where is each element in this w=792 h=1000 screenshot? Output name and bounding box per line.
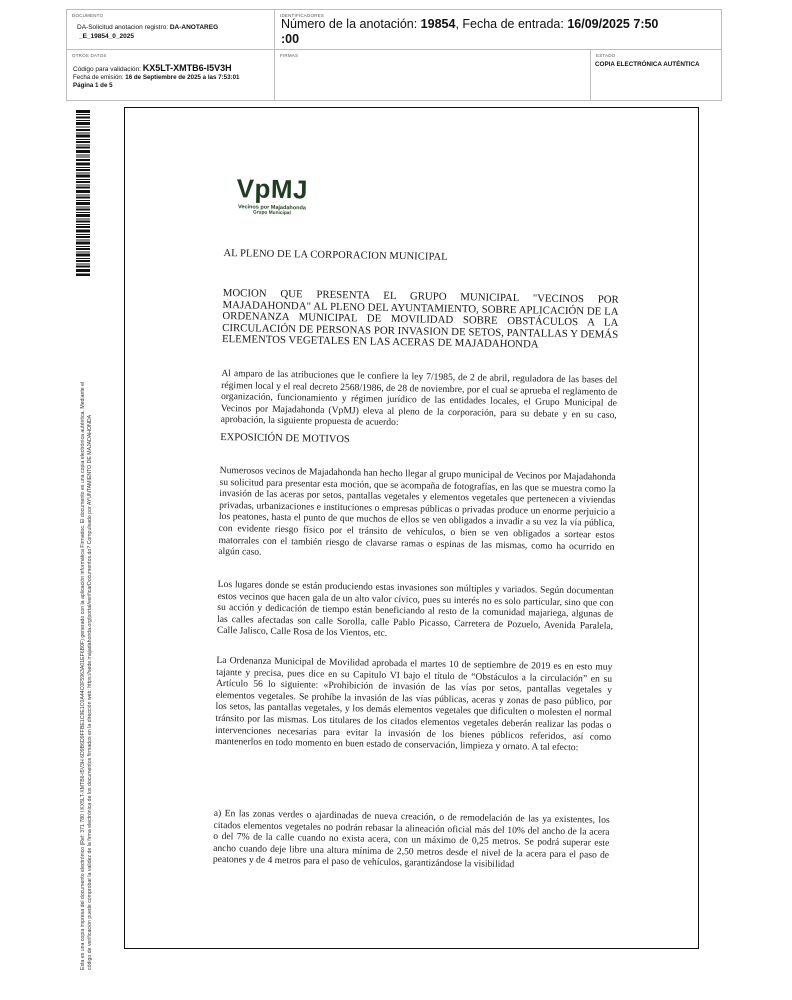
estado-value: COPIA ELECTRÓNICA AUTÉNTICA: [595, 61, 700, 68]
fecha-emision: Fecha de emisión: 16 de Septiembre de 2025 a las 7:53:01: [73, 74, 240, 81]
verification-side-text: Esta es una copia impresa del documento electrónico (Ref: 371 780 I KX5LT-XMTB6-I5V3H 6D9B6D9FFBE1C9E1C0A44C0F5963A01EF6B0F) generado con la aplicación informática Firmadoc. El documento es una copia electrónica auténtica. Mediante el código de verificación puede comprobar la validez de la firma electrónica de los documentos firmados en la dirección web: https://sede.majadahonda.org/portal/verificarDocumentos.do? Compulsado por AYUNTAMIENTO DE MAJADAHONDA: [80, 381, 93, 970]
pagina-indicator: Página 1 de 5: [73, 82, 113, 89]
logo-subtitle: Vecinos por Majadahonda: [237, 204, 306, 212]
documento-value: DA-Solicitud anotacion registro: DA-ANOTAREG: [77, 24, 219, 31]
intro-paragraph: Al amparo de las atribuciones que le confiere la ley 7/1985, de 2 de abril, reguladora de las bases del régimen local y el real decreto 2568/1986, de 28 de noviembre, por el cual se aprueba el reglamento de organización, funcionamiento y régimen jurídico de las entidades locales, el Grupo Municipal de Vecinos por Majadahonda (VpMJ) eleva al pleno de la corporación, para su debate y en su caso, aprobación, la siguiente propuesta de acuerdo:: [220, 367, 618, 429]
documento-cell: [67, 10, 275, 50]
otros-datos-label: OTROS DATOS: [72, 53, 107, 58]
anotacion-info: Número de la anotación: 19854, Fecha de entrada: 16/09/2025 7:50 :00: [281, 17, 659, 46]
estado-label: ESTADO: [596, 53, 616, 58]
paragraph-clause-a: a) En las zonas verdes o ajardinadas de nueva creación, o de remodelación de las ya existentes, los citados elementos vegetales no podrán rebasar la alineación oficial más del 10% del ancho de la acera o del 7% de la calle cuando no exista acera, con un máximo de 0,25 metros. Se podrá superar este ancho cuando deje libre una altura mínima de 2,50 metros desde el nivel de la acera para el paso de peatones y de 4 metros para el paso de vehículos, garantizándose la visibilidad: [212, 807, 610, 871]
vpmj-logo: [236, 173, 308, 216]
logo-mark: VpMJ: [236, 173, 309, 205]
documento-label: DOCUMENTO: [72, 13, 104, 18]
logo-subtitle-2: Grupo Municipal: [252, 210, 291, 217]
firmas-label: FIRMAS: [280, 53, 299, 58]
otros-datos-cell: [67, 50, 275, 101]
paragraph-locations: Los lugares donde se están produciendo estas invasiones son múltiples y variados. Según documentan estos vecinos que hacen gala de un alto valor cívico, pues su interés no es solo particular, sino que con su acción y dedicación de tiempo están beneficiando al resto de la comunidad majariega, algunas de las calles afectadas son calle Sorolla, calle Pablo Picasso, Carretera de Pozuelo, Avenida Paralela, Calle Jalisco, Calle Rosa de los Vientos, etc.: [216, 578, 614, 640]
barcode: [76, 110, 90, 276]
codigo-validacion: Código para validación: KX5LT-XMTB6-I5V3H: [73, 63, 232, 73]
estado-cell: [591, 50, 722, 101]
documento-value-cont: _E_19854_0_2025: [79, 33, 134, 40]
motion-title: MOCION QUE PRESENTA EL GRUPO MUNICIPAL "VECINOS POR MAJADAHONDA" AL PLENO DEL AYUNTAMIENTO, SOBRE APLICACIÓN DE LA ORDENANZA MUNICIPAL DE MOVILIDAD SOBRE OBSTÁCULOS A LA CIRCULACIÓN DE PERSONAS POR INVASION DE SETOS, PANTALLAS Y DEMÁS ELEMENTOS VEGETALES EN LAS ACERAS DE MAJADAHONDA: [221, 286, 619, 351]
firmas-cell: [275, 50, 591, 101]
identificadores-label: IDENTIFICADORES: [280, 13, 325, 18]
paragraph-ordinance: La Ordenanza Municipal de Movilidad aprobada el martes 10 de septiembre de 2019 es en esto muy tajante y precisa, pues dice en su Capitulo VI bajo el título de “Obstáculos a la circulación” en su Artículo 56 lo siguiente: «Prohibición de invasión de las vías por setos, pantallas vegetales y elementos vegetales. Se prohíbe la invasión de las vías públicas, aceras y zonas de paso público, por los setos, las pantallas vegetales, y los demás elementos vegetales que dificulten o molesten el normal tránsito por las mismas. Los titulares de los citados elementos vegetales deberán realizar las podas o intervenciones necesarias para evitar la invasión de los bienes públicos referidos, así como mantenerlos en todo momento en buen estado de conservación, limpieza y ornato. A tal efecto:: [214, 654, 613, 754]
paragraph-neighbours: Numerosos vecinos de Majadahonda han hecho llegar al grupo municipal de Vecinos por Majadahonda su solicitud para presentar esta moción, que se acompaña de fotografías, en las que se muestra como la invasión de las aceras por setos, pantallas vegetales y elementos vegetales que pertenecen a viviendas privadas, urbanizaciones e instituciones o empresas públicas o privadas produce un enorme perjuicio a los peatones, hasta el punto de que muchos de ellos se ven obligados a invadir a su vez la vía pública, con evidente riesgo físico por el tránsito de vehículos, o bien se ven obligados a sortear estos matorrales con el también riesgo de clavarse ramas o espinas de las mismas, como ha ocurrido en algún caso.: [218, 464, 616, 558]
scanned-page: [124, 107, 699, 949]
section-title: EXPOSICIÓN DE MOTIVOS: [220, 431, 350, 446]
registry-header: [66, 9, 722, 101]
addressee-heading: AL PLENO DE LA CORPORACION MUNICIPAL: [223, 247, 448, 263]
identificadores-cell: [275, 10, 722, 50]
scanned-content: [212, 168, 621, 871]
